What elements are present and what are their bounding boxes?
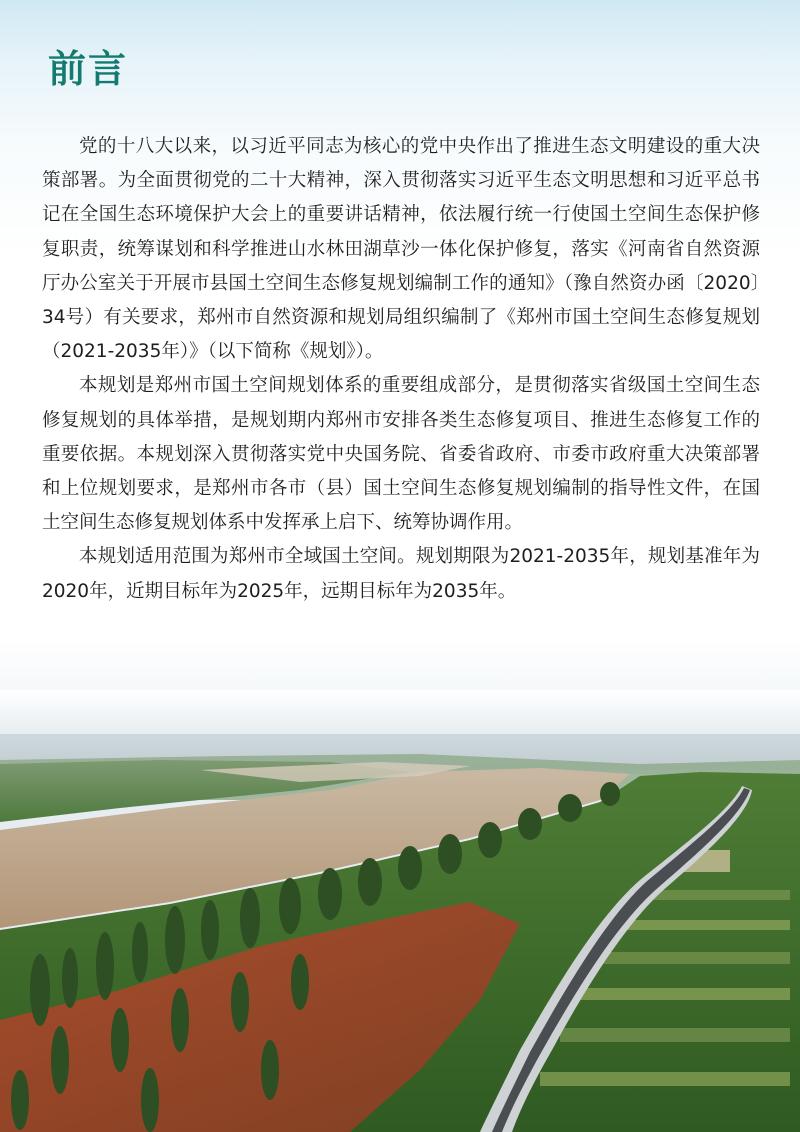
- preface-body: [42, 130, 760, 609]
- paragraph-2: 本规划是郑州市国土空间规划体系的重要组成部分，是贯彻落实省级国土空间生态修复规划的具体举措，是规划期内郑州市安排各类生态修复项目、推进生态修复工作的重要依据。本规划深入贯彻落实党中央国务院、省委省政府、市委市政府重大决策部署和上位规划要求，是郑州市各市（县）国土空间生态修复规划编制的指导性文件，在国土空间生态修复规划体系中发挥承上启下、统筹协调作用。: [42, 375, 760, 534]
- paragraph-3: 本规划适用范围为郑州市全域国土空间。规划期限为2021-2035年，规划基准年为2020年，近期目标年为2025年，远期目标年为2035年。: [42, 546, 760, 602]
- paragraph-1: 党的十八大以来，以习近平同志为核心的党中央作出了推进生态文明建设的重大决策部署。为全面贯彻党的二十大精神，深入贯彻落实习近平生态文明思想和习近平总书记在全国生态环境保护大会上的重要讲话精神，依法履行统一行使国土空间生态保护修复职责，统筹谋划和科学推进山水林田湖草沙一体化保护修复，落实《河南省自然资源厅办公室关于开展市县国土空间生态修复规划编制工作的通知》（豫自然资办函〔2020〕34号）有关要求，郑州市自然资源和规划局组织编制了《郑州市国土空间生态修复规划（2021-2035年）》（以下简称《规划》）。: [42, 136, 760, 363]
- page-title: 前言: [48, 47, 129, 91]
- river-landscape-photo: [0, 690, 800, 1132]
